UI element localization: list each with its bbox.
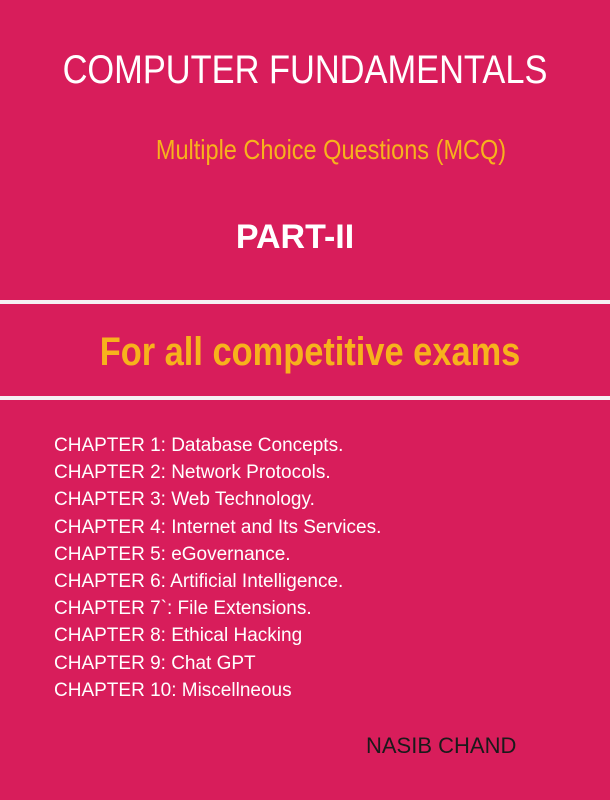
book-title: COMPUTER FUNDAMENTALS: [62, 48, 548, 92]
book-subtitle: Multiple Choice Questions (MCQ): [155, 134, 507, 165]
chapter-list: [54, 432, 381, 704]
top-divider: [0, 300, 610, 304]
chapter-item: CHAPTER 8: Ethical Hacking: [54, 625, 303, 647]
chapter-item: CHAPTER 3: Web Technology.: [54, 489, 315, 511]
chapter-item: CHAPTER 2: Network Protocols.: [54, 462, 331, 484]
chapter-item: CHAPTER 5: eGovernance.: [54, 543, 291, 565]
tagline: For all competitive exams: [99, 330, 521, 374]
chapter-item: CHAPTER 4: Internet and Its Services.: [54, 516, 382, 538]
bottom-divider: [0, 396, 610, 400]
chapter-item: CHAPTER 7`: File Extensions.: [54, 598, 312, 620]
chapter-item: CHAPTER 1: Database Concepts.: [54, 435, 344, 456]
chapter-item: CHAPTER 10: Miscellneous: [54, 679, 292, 701]
part-label: PART-II: [235, 218, 355, 256]
chapter-item: CHAPTER 6: Artificial Intelligence.: [54, 571, 344, 593]
author-name: NASIB CHAND: [366, 733, 517, 758]
chapter-item: CHAPTER 9: Chat GPT: [54, 652, 256, 674]
